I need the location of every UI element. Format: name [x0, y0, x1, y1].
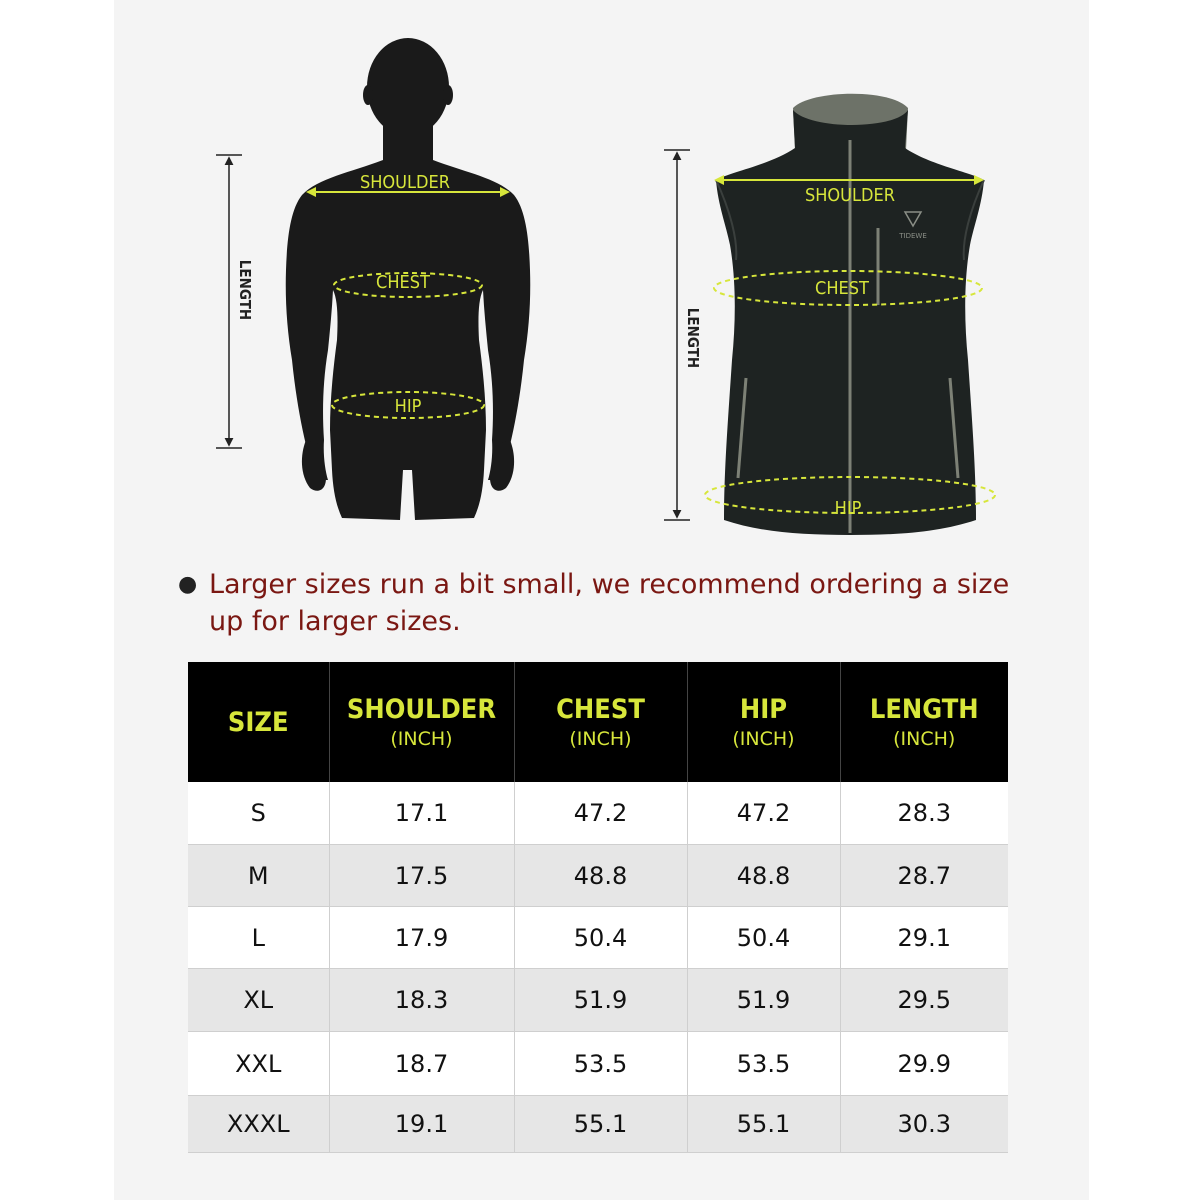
table-cell-size: XXL: [188, 1032, 329, 1096]
table-row: [188, 907, 1008, 969]
table-cell-length: 29.5: [840, 969, 1008, 1032]
table-cell-chest: 47.2: [514, 782, 687, 845]
column-header-unit: (INCH): [569, 728, 632, 750]
table-cell-shoulder: 19.1: [329, 1096, 514, 1153]
table-cell-size: L: [188, 907, 329, 969]
vest-hip-label: HIP: [834, 498, 862, 519]
column-header-unit: (INCH): [732, 728, 795, 750]
table-row: [188, 1096, 1008, 1153]
table-body: [188, 782, 1008, 1153]
table-cell-size: XL: [188, 969, 329, 1032]
table-row: [188, 782, 1008, 845]
table-cell-length: 28.7: [840, 845, 1008, 907]
column-header-label: SHOULDER: [346, 694, 497, 725]
table-row: [188, 845, 1008, 907]
table-cell-shoulder: 18.7: [329, 1032, 514, 1096]
table-cell-size: M: [188, 845, 329, 907]
table-cell-length: 29.9: [840, 1032, 1008, 1096]
table-cell-shoulder: 17.9: [329, 907, 514, 969]
body-length-label: LENGTH: [236, 259, 254, 321]
column-header-label: LENGTH: [869, 694, 979, 725]
column-header-length: [840, 662, 1008, 782]
column-header-label: CHEST: [556, 694, 645, 725]
table-cell-shoulder: 17.1: [329, 782, 514, 845]
body-chest-label: CHEST: [376, 272, 430, 293]
table-cell-length: 30.3: [840, 1096, 1008, 1153]
sizing-note-text: Larger sizes run a bit small, we recommend ordering a size up for larger sizes.: [209, 569, 1010, 637]
table-row: [188, 1032, 1008, 1096]
table-cell-chest: 55.1: [514, 1096, 687, 1153]
table-cell-hip: 48.8: [687, 845, 840, 907]
table-cell-chest: 48.8: [514, 845, 687, 907]
table-cell-chest: 50.4: [514, 907, 687, 969]
vest-brand-logo: TIDEWE: [899, 232, 927, 240]
vest-chest-label: CHEST: [815, 278, 869, 299]
table-cell-length: 29.1: [840, 907, 1008, 969]
table-cell-shoulder: 17.5: [329, 845, 514, 907]
table-row: [188, 969, 1008, 1032]
column-header-unit: (INCH): [390, 728, 453, 750]
column-header-chest: [514, 662, 687, 782]
table-cell-size: XXXL: [188, 1096, 329, 1153]
table-cell-hip: 55.1: [687, 1096, 840, 1153]
table-cell-size: S: [188, 782, 329, 845]
column-header-unit: (INCH): [893, 728, 956, 750]
table-cell-shoulder: 18.3: [329, 969, 514, 1032]
vest-length-label: LENGTH: [684, 307, 702, 369]
column-header-label: SIZE: [227, 706, 289, 738]
bullet-icon: ●: [178, 572, 198, 597]
measurement-illustration: [0, 0, 1200, 560]
vest-silhouette: [716, 94, 984, 535]
body-shoulder-label: SHOULDER: [359, 172, 451, 193]
column-header-label: HIP: [739, 694, 788, 725]
column-header-shoulder: [329, 662, 514, 782]
table-cell-hip: 50.4: [687, 907, 840, 969]
table-cell-hip: 53.5: [687, 1032, 840, 1096]
table-cell-hip: 47.2: [687, 782, 840, 845]
table-cell-length: 28.3: [840, 782, 1008, 845]
table-cell-hip: 51.9: [687, 969, 840, 1032]
column-header-hip: [687, 662, 840, 782]
table-cell-chest: 51.9: [514, 969, 687, 1032]
sizing-note: [178, 566, 1018, 640]
column-header-size: [188, 662, 329, 782]
table-header-row: [188, 662, 1008, 782]
body-hip-label: HIP: [394, 396, 422, 417]
table-cell-chest: 53.5: [514, 1032, 687, 1096]
vest-shoulder-label: SHOULDER: [804, 185, 896, 206]
size-chart-table: [188, 662, 1008, 1153]
